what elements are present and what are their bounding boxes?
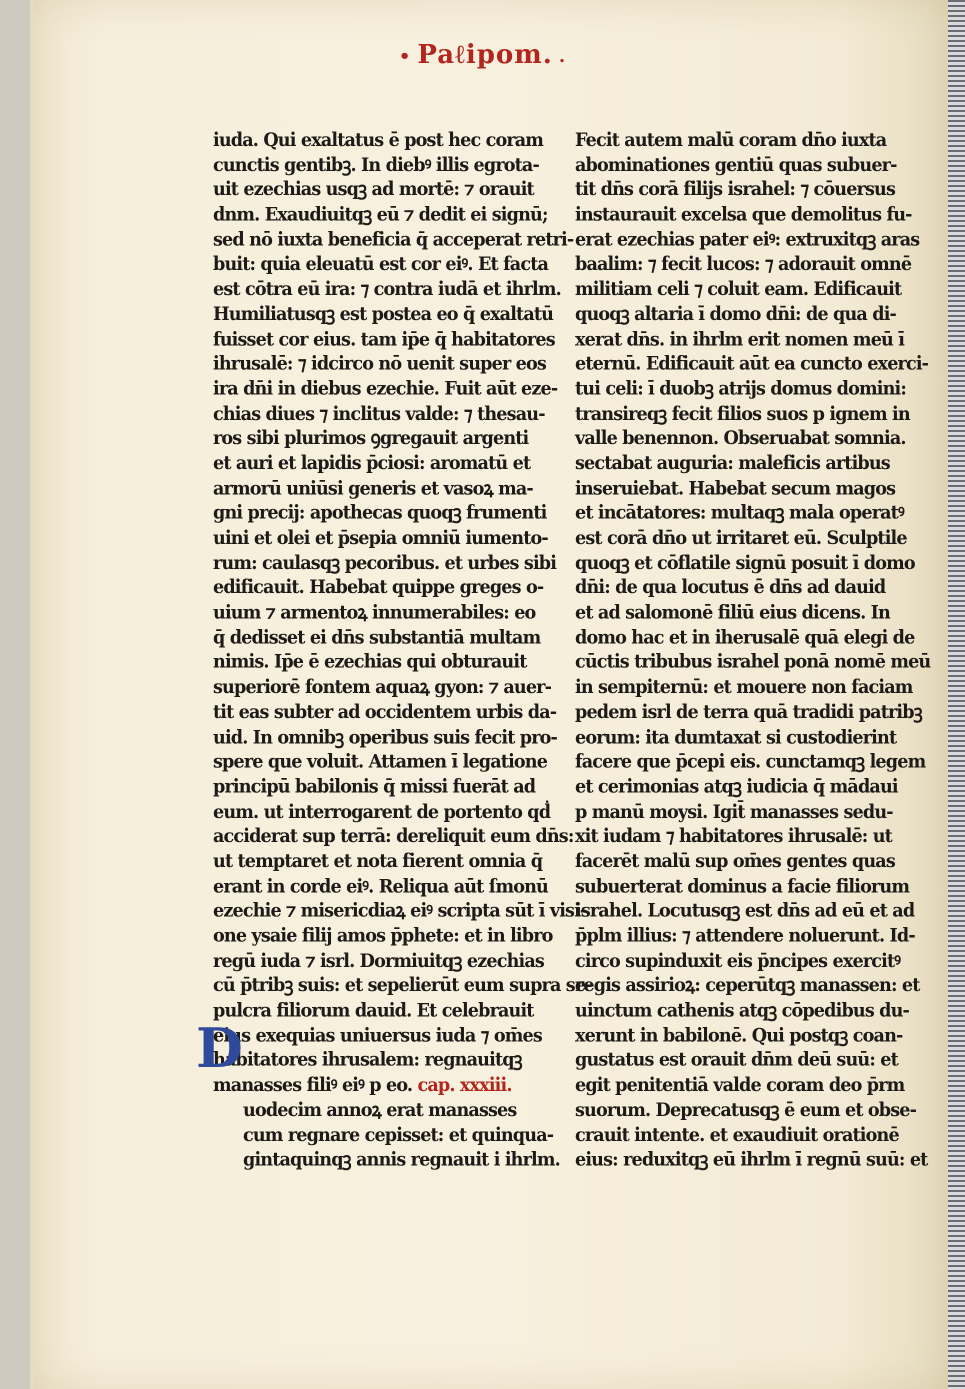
text-line: eternū. Edificauit aūt ea cuncto exerci-: [575, 352, 929, 375]
text-line: subuerterat dominus a facie filiorum: [575, 875, 910, 898]
text-line: quoqꝫ altaria ī domo dn̄i: de qua di-: [575, 303, 896, 326]
text-line: q̄ dedisset ei dn̄s substantiā multam: [213, 626, 541, 649]
text-line: cum regnare cepisset: et quinqua-: [243, 1123, 554, 1146]
text-line: xerat dn̄s. in ihrlm erit nomen meū ī: [575, 328, 905, 351]
text-line: tit eas subter ad occidentem urbis da-: [213, 701, 557, 724]
text-line: cū p̄tribꝫ suis: et sepelierūt eum supra se-: [213, 974, 592, 997]
text-line: gni precij: apothecas quoqꝫ frumenti: [213, 502, 547, 525]
text-line: Fecit autem malū coram dn̄o iuxta: [575, 129, 887, 152]
text-line: ihrusalē: ⁊ idcirco nō uenit super eos: [213, 352, 546, 375]
text-line: eorum: ita dumtaxat si custodierint: [575, 725, 897, 749]
text-line: edificauit. Habebat quippe greges o-: [213, 576, 544, 599]
text-line: facere que p̄cepi eis. cunctamqꝫ legem: [575, 750, 926, 773]
text-line: p̄plm illius: ⁊ attendere noluerunt. Id-: [575, 924, 915, 947]
text-line: eum. ut interrogarent de portento qḋ: [213, 800, 551, 823]
text-line: spere que voluit. Attamen ī legatione: [213, 750, 548, 773]
text-line: est cōtra eū ira: ⁊ contra iudā et ihrlm.: [213, 278, 561, 301]
text-line: uinctum cathenis atqꝫ cōpedibus du-: [575, 999, 910, 1022]
text-line: rum: caulasqꝫ pecoribus. et urbes sibi: [213, 551, 557, 574]
text-line: in sempiternū: et mouere non faciam: [575, 676, 913, 699]
text-line: egit penitentiā valde coram deo p̄rm: [575, 1074, 905, 1097]
text-line: tit dn̄s corā filijs israhel: ⁊ cōuersus: [575, 178, 896, 201]
text-line: acciderat sup terrā: dereliquit eum dn̄s:: [213, 825, 574, 848]
text-line: p manū moysi. Igit̄ manasses sedu-: [575, 800, 893, 823]
page-gutter-edge: [948, 0, 965, 1389]
text-line: uodecim annoꝝ erat manasses: [243, 1099, 517, 1122]
text-line: transireqꝫ fecit filios suos p ignem in: [575, 402, 910, 425]
text-line: dnm. Exaudiuitqꝫ eū ⁊ dedit ei signū;: [213, 203, 548, 226]
text-line: regis assirioꝝ: ceperūtqꝫ manassen: et: [575, 974, 920, 997]
text-line: sed nō iuxta beneficia q̄ acceperat retri-: [213, 228, 574, 251]
text-line: cunctis gentibꝫ. In diebꝰ illis egrota-: [213, 153, 539, 176]
text-line: et auri et lapidis p̄ciosi: aromatū et: [213, 452, 531, 475]
text-line: et cerimonias atqꝫ iudicia q̄ mādaui: [575, 775, 898, 798]
text-line: erat ezechias pater eiꝰ: extruxitqꝫ aras: [575, 228, 920, 251]
text-line: tui celi: ī duobꝫ atrijs domus domini:: [575, 377, 907, 400]
text-line: ira dn̄i in diebus ezechie. Fuit aūt eze-: [213, 377, 558, 400]
text-line: eius: reduxitqꝫ eū ihrlm ī regnū suū: et: [575, 1148, 928, 1171]
text-line: superiorē fontem aquaꝝ gyon: ⁊ auer-: [213, 676, 552, 699]
decorated-initial: D: [196, 1016, 243, 1080]
text-line: uium ⁊ armentoꝝ innumerabiles: eo: [213, 601, 536, 624]
text-line: eius exequias uniuersus iuda ⁊ om̄es: [213, 1024, 542, 1047]
text-line: habitatores ihrusalem: regnauitqꝫ: [213, 1049, 522, 1072]
text-line: chias diues ⁊ inclitus valde: ⁊ thesau-: [213, 402, 545, 425]
text-line: baalim: ⁊ fecit lucos: ⁊ adorauit omnē: [575, 253, 912, 276]
text-line: inseruiebat. Habebat secum magos: [575, 477, 896, 500]
text-line: abominationes gentiū quas subuer-: [575, 153, 897, 176]
text-line: Humiliatusqꝫ est postea eo q̄ exaltatū: [213, 303, 554, 326]
text-line: uini et olei et p̄sepia omniū iumento-: [213, 527, 548, 550]
running-title: Paℓipom.: [417, 40, 553, 70]
text-line: israhel. Locutusqꝫ est dn̄s ad eū et ad: [575, 900, 915, 923]
text-line: est corā dn̄o ut irritaret eū. Sculptile: [575, 527, 907, 550]
text-line: crauit intente. et exaudiuit orationē: [575, 1123, 899, 1146]
text-line: cūctis tribubus israhel ponā nomē meū: [575, 651, 931, 674]
text-line: pedem isrl de terra quā tradidi patribꝫ: [575, 701, 922, 724]
text-line: uit ezechias usqꝫ ad mortē: ⁊ orauit: [213, 178, 534, 201]
text-line: manasses filiꝰ eiꝰ p eo. cap. xxxiii.: [213, 1074, 512, 1097]
text-line: ros sibi plurimos ꝯgregauit argenti: [213, 427, 529, 450]
text-line: instaurauit excelsa que demolitus fu-: [575, 203, 912, 226]
text-line: domo hac et in iherusalē quā elegi de: [575, 626, 915, 649]
text-line: et incātatores: multaqꝫ mala operatꝰ: [575, 502, 904, 525]
text-line: armorū uniūsi generis et vasoꝝ ma-: [213, 477, 533, 500]
text-line: valle benennon. Obseruabat somnia.: [575, 427, 906, 450]
text-line: ut temptaret et nota fierent omnia q̄: [213, 850, 543, 873]
text-line: one ysaie filij amos p̄phete: et in libro: [213, 924, 553, 947]
running-header: [0, 40, 965, 70]
text-line: erant in corde eiꝰ. Reliqua aūt ſmonū: [213, 875, 548, 898]
text-line: iuda. Qui exaltatus ē post hec coram: [213, 129, 544, 152]
text-line: suorum. Deprecatusqꝫ ē eum et obse-: [575, 1099, 917, 1122]
text-line: quoqꝫ et cōflatile signū posuit ī domo: [575, 551, 915, 574]
text-line: fuisset cor eius. tam ip̄e q̄ habitatores: [213, 328, 555, 351]
text-line: nimis. Ip̄e ē ezechias qui obturauit: [213, 651, 527, 674]
header-dot-left: •: [398, 45, 412, 67]
text-line: buit: quia eleuatū est cor eiꝰ. Et facta: [213, 253, 549, 276]
chapter-rubric: cap. xxxiii.: [417, 1074, 512, 1097]
text-line: pulcra filiorum dauid. Et celebrauit: [213, 999, 534, 1022]
text-line: sectabat auguria: maleficis artibus: [575, 452, 890, 475]
text-line: xerunt in babilonē. Qui postqꝫ coan-: [575, 1024, 903, 1047]
text-column-left: [213, 128, 592, 1173]
header-dot-right: .: [558, 45, 567, 67]
text-line: gintaquinqꝫ annis regnauit i ihrlm.: [243, 1148, 560, 1171]
text-line: facerēt malū sup om̄es gentes quas: [575, 850, 895, 873]
text-line: gustatus est orauit dn̄m deū suū: et: [575, 1049, 898, 1072]
text-line: ezechie ⁊ misericdiaꝝ eiꝰ scripta sūt ī visi-: [213, 900, 587, 923]
text-line: regū iuda ⁊ isrl. Dormiuitqꝫ ezechias: [213, 949, 544, 972]
text-column-right: [575, 128, 931, 1173]
text-line: militiam celi ⁊ coluit eam. Edificauit: [575, 278, 902, 301]
text-line: dn̄i: de qua locutus ē dn̄s ad dauid: [575, 576, 886, 599]
text-line: uid. In omnibꝫ operibus suis fecit pro-: [213, 725, 558, 749]
text-line: circo supinduxit eis p̄ncipes exercitꝰ: [575, 949, 901, 972]
text-line: principū babilonis q̄ missi fuerāt ad: [213, 775, 536, 798]
text-line: et ad salomonē filiū eius dicens. In: [575, 601, 890, 624]
text-line: xit iudam ⁊ habitatores ihrusalē: ut: [575, 825, 892, 848]
